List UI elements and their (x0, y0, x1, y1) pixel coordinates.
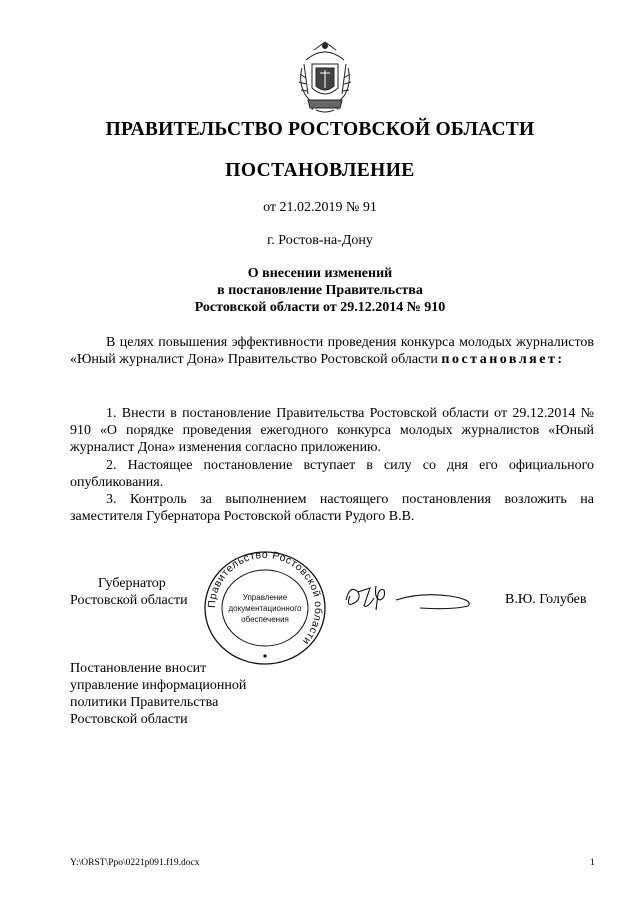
submitted-line-2: управление информационной (70, 678, 247, 693)
stamp-center-line-2: документационного (228, 604, 302, 613)
decree-word: постановляет: (441, 352, 565, 367)
stamp-ring-text: Правительство Ростовской области (205, 548, 325, 648)
signatory-position (70, 575, 188, 609)
submitted-by-block (70, 660, 246, 728)
handwritten-signature (340, 578, 480, 618)
decree-item-2: 2. Настоящее постановление вступает в силу со дня его официального опубликования. (70, 458, 594, 490)
document-subject (0, 265, 640, 316)
date-and-number: от 21.02.2019 № 91 (263, 200, 377, 215)
submitted-line-3: политики Правительства (70, 695, 219, 710)
city-line: г. Ростов-на-Дону (267, 233, 373, 248)
stamp-center-line-1: Управление (242, 593, 288, 602)
preamble-paragraph (70, 334, 594, 368)
preamble-text: В целях повышения эффективности проведения конкурса молодых журналистов «Юный журналист Дона» Правительство Ростовской области (70, 335, 594, 367)
stamp-center-line-3: обеспечения (241, 615, 289, 624)
submitted-line-4: Ростовской области (70, 712, 188, 727)
official-stamp (200, 548, 330, 668)
subject-line-3: Ростовской области от 29.12.2014 № 910 (194, 300, 446, 315)
subject-line-1: О внесении изменений (247, 266, 393, 281)
decree-item-3: 3. Контроль за выполнением настоящего постановления возложить на заместителя Губернатора Ростовской области Рудого В.В. (70, 492, 594, 524)
footer-file-path: Y:\ORST\Ppo\0221p091.f19.docx (70, 858, 200, 868)
position-line-1: Губернатор (98, 576, 166, 591)
decree-item-1: 1. Внести в постановление Правительства Ростовской области от 29.12.2014 № 910 «О порядке проведения ежегодного конкурса молодых журналистов «Юный журналист Дона» изменения согласно приложению. (70, 406, 594, 455)
coat-of-arms-emblem (294, 38, 356, 116)
organization-title: ПРАВИТЕЛЬСТВО РОСТОВСКОЙ ОБЛАСТИ (105, 119, 535, 140)
document-type-heading: ПОСТАНОВЛЕНИЕ (225, 160, 415, 181)
page-number: 1 (590, 858, 595, 868)
submitted-line-1: Постановление вносит (70, 661, 207, 676)
position-line-2: Ростовской области (70, 593, 188, 608)
subject-line-2: в постановление Правительства (217, 283, 423, 298)
signatory-name: В.Ю. Голубев (505, 592, 587, 607)
